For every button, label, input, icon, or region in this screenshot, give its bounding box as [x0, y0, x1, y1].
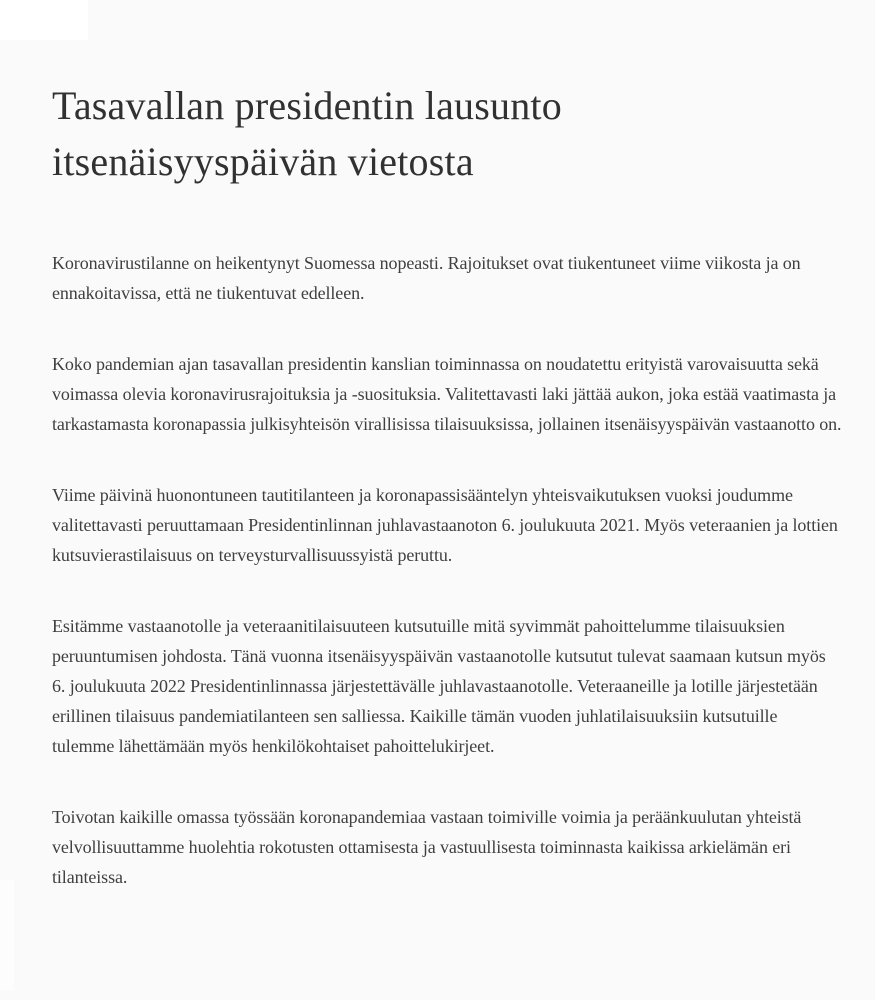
- page-title: Tasavallan presidentin lausunto itsenäisyyspäivän vietosta: [52, 83, 562, 184]
- left-edge-strip: [0, 880, 14, 990]
- article-paragraph: Koko pandemian ajan tasavallan presidentin kanslian toiminnassa on noudatettu erityistä varovaisuutta sekä voimassa olevia koronavirusrajoituksia ja -suosituksia. Valitettavasti laki jättää aukon, joka estää vaatimasta ja tarkastamasta koronapassia julkisyhteisön virallisissa tilaisuuksissa, jollainen itsenäisyyspäivän vastaanotto on.: [52, 354, 842, 434]
- article-paragraph: Viime päivinä huonontuneen tautitilanteen ja koronapassisääntelyn yhteisvaikutuksen vuoksi joudumme valitettavasti peruuttamaan Presidentinlinnan juhlavastaanoton 6. joulukuuta 2021. Myös veteraanien ja lottien kutsuvierastilaisuus on terveysturvallisuussyistä peruttu.: [52, 485, 838, 565]
- article-paragraph: Esitämme vastaanotolle ja veteraanitilaisuuteen kutsutuille mitä syvimmät pahoittelumme tilaisuuksien peruuntumisen johdosta. Tänä vuonna itsenäisyyspäivän vastaanotolle kutsutut tulevat saamaan kutsun myös 6. joulukuuta 2022 Presidentinlinnassa järjestettävälle juhlavastaanotolle. Veteraaneille ja lotille järjestetään erillinen tilaisuus pandemiatilanteen sen salliessa. Kaikille tämän vuoden juhlatilaisuuksiin kutsutuille tulemme lähettämään myös henkilökohtaiset pahoittelukirjeet.: [52, 616, 826, 756]
- article-paragraph: Toivotan kaikille omassa työssään koronapandemiaa vastaan toimiville voimia ja peräänkuulutan yhteistä velvollisuuttamme huolehtia rokotusten ottamisesta ja vastuullisesta toiminnasta kaikissa arkielämän eri tilanteissa.: [52, 807, 802, 887]
- article-paragraph: Koronavirustilanne on heikentynyt Suomessa nopeasti. Rajoitukset ovat tiukentuneet viime viikosta ja on ennakoitavissa, että ne tiukentuvat edelleen.: [52, 253, 801, 303]
- article-body: [52, 248, 842, 892]
